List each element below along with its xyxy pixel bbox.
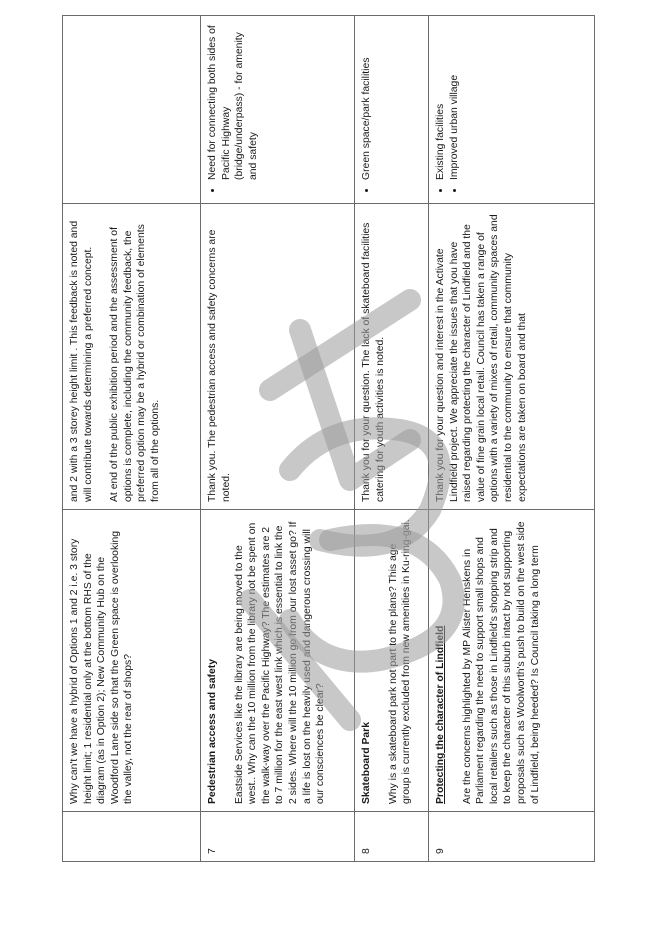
question-cell	[201, 510, 355, 812]
topic-list	[360, 23, 374, 196]
response-text: Thank you. The pedestrian access and safety concerns are noted.	[207, 229, 232, 502]
row-number: 8	[355, 812, 429, 862]
question-title: Skateboard Park	[361, 721, 372, 804]
row-number	[63, 812, 201, 862]
response-text: Thank you for your question. The lack of skateboard facilities catering for youth activities is noted.	[361, 222, 386, 502]
topic-item: • Existing facilities	[434, 23, 448, 180]
response-cell	[63, 204, 201, 510]
topic-list	[434, 23, 461, 196]
table-row	[429, 16, 595, 862]
table-row	[355, 16, 429, 862]
table-row	[201, 16, 355, 862]
response-cell	[429, 204, 595, 510]
topic-item: • Green space/park facilities	[360, 23, 374, 180]
question-text: Are the concerns highlighted by MP Alister Henskens in Parliament regarding the need to support small shops and local retailers such as those in Lindfield's shopping strip and to keep the character of this suburb intact by not supporting proposals such as Woolworth's push to build on the west side of Lindfield, being heeded? Is Council taking a long term	[461, 521, 541, 804]
topic-cell	[429, 16, 595, 204]
row-number: 7	[201, 812, 355, 862]
question-cell	[355, 510, 429, 812]
question-text: Why is a skateboard park not part to the plans? This age group is currently excluded from new amenities in Ku-ring-gai.	[387, 519, 413, 804]
response-text: and 2 with a 3 storey height limit . This feedback is noted and will contribute towards determining a preferred concept.	[69, 220, 94, 502]
rotated-page	[62, 16, 594, 862]
question-title: Pedestrian access and safety	[207, 659, 218, 804]
topic-cell	[355, 16, 429, 204]
topic-list	[206, 23, 260, 196]
response-cell	[201, 204, 355, 510]
feedback-table	[62, 15, 595, 862]
question-cell	[429, 510, 595, 812]
table-row	[63, 16, 201, 862]
question-text: Eastside Services like the library are being moved to the west.. Why can the 10 million from the library not be spent on the walk-way over the Pacific Highway? The estimates are 2 to 7 million for the east west link which is essential to link the 2 sides. Where will the 10 million go from our lost asset go? If a life is lost on the heavily used and dangerous crossing will our consciences be clear?	[233, 521, 327, 804]
topic-cell	[201, 16, 355, 204]
question-text: Why can't we have a hybrid of Options 1 and 2 i.e. 3 story height limit; 1 residential only at the bottom RHS of the diagram (as in Option 2); New Community Hub on the Woodford Lane side so that the Green space is overlooking the valley, not the rear of shops?	[69, 530, 135, 804]
response-text: At end of the public exhibition period and the assessment of options is complete, including the community feedback, the preferred option may be a hybrid or combination of elements from all of the options.	[109, 224, 161, 502]
response-cell	[355, 204, 429, 510]
topic-item: • Improved urban village	[448, 23, 462, 180]
response-text: Thank you for your question and interest in the Activate Lindfield project. We appreciate the issues that you have raised regarding protecting the character of Lindfield and the value of fine grain local retail. Council has taken a range of options with a variety of mixes of retail, community spaces and residential to the community to ensure that community expectations are taken on board and that	[435, 214, 528, 502]
topic-cell	[63, 16, 201, 204]
question-cell	[63, 510, 201, 812]
question-title: Protecting the character of Lindfield	[435, 625, 446, 804]
topic-item: • Need for connecting both sides of Pacific Highway (bridge/underpass) - for amenity and safety	[206, 23, 260, 180]
row-number: 9	[429, 812, 595, 862]
